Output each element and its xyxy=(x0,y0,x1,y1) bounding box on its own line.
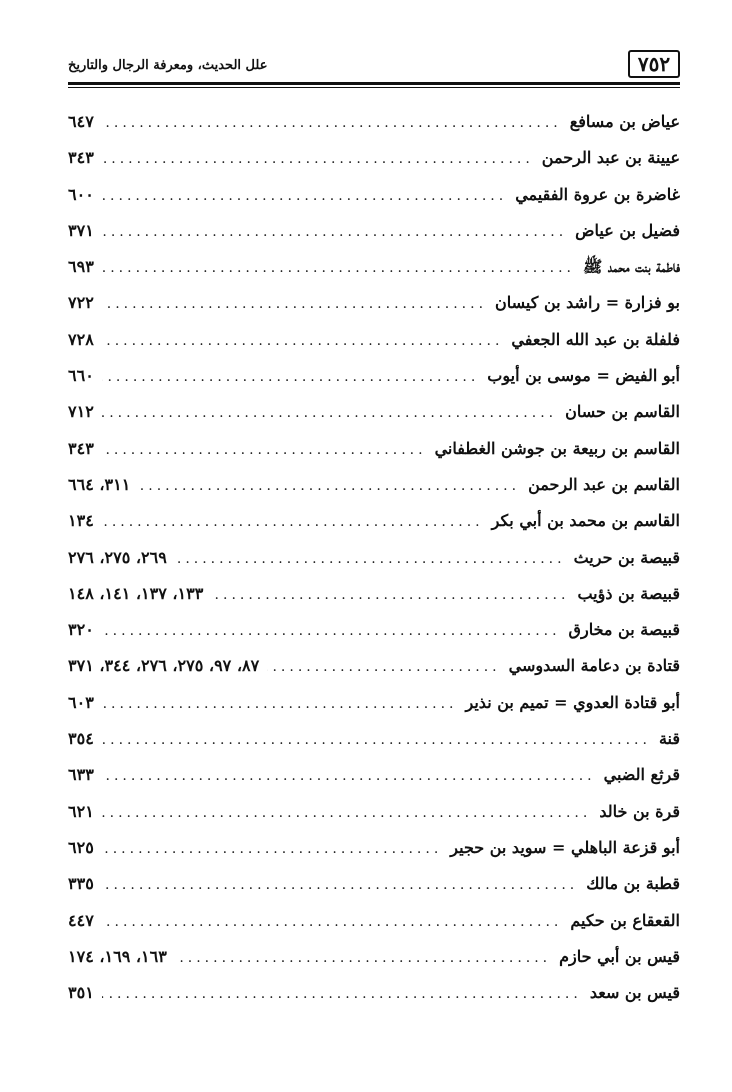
entry-pages: ٦٢١ xyxy=(68,801,94,821)
index-list xyxy=(68,112,680,1019)
entry-name: قرثع الضبي xyxy=(603,765,680,785)
entry-name: قطبة بن مالك xyxy=(586,874,680,894)
index-entry xyxy=(68,693,680,729)
index-entry xyxy=(68,765,680,801)
running-title: علل الحديث، ومعرفة الرجال والتاريخ xyxy=(68,58,268,73)
entry-name: بو فزارة = راشد بن كيسان xyxy=(495,293,680,313)
dot-leader xyxy=(102,841,443,857)
index-entry xyxy=(68,947,680,983)
entry-name: قبيصة بن ذؤيب xyxy=(577,583,680,603)
header-rule-thick xyxy=(68,82,680,85)
entry-pages: ١٦٣، ١٦٩، ١٧٤ xyxy=(68,946,167,966)
entry-pages: ٦٦٠ xyxy=(68,366,94,386)
entry-pages: ٦٩٣ xyxy=(68,257,94,277)
entry-name: عيينة بن عبد الرحمن xyxy=(541,148,680,168)
entry-pages: ٧١٢ xyxy=(68,402,94,422)
dot-leader xyxy=(102,986,582,1002)
entry-pages: ٣٢٠ xyxy=(68,620,94,640)
dot-leader xyxy=(102,224,567,240)
entry-name: عياض بن مسافع xyxy=(569,112,680,131)
index-entry xyxy=(68,511,680,547)
index-entry xyxy=(68,584,680,620)
dot-leader xyxy=(102,115,562,131)
index-entry xyxy=(68,620,680,656)
index-entry xyxy=(68,112,680,148)
index-entry xyxy=(68,838,680,874)
index-entry xyxy=(68,330,680,366)
dot-leader xyxy=(102,768,596,784)
entry-name: قيس بن سعد xyxy=(589,983,680,1003)
dot-leader xyxy=(102,188,507,204)
entry-name: قتادة بن دعامة السدوسي xyxy=(508,656,680,676)
index-entry xyxy=(68,148,680,184)
entry-pages: ٦٤٧ xyxy=(68,112,94,131)
dot-leader xyxy=(267,659,500,675)
entry-pages: ٦٠٠ xyxy=(68,184,94,204)
entry-name: القاسم بن ربيعة بن جوشن الغطفاني xyxy=(434,438,680,458)
entry-pages: ٧٢٨ xyxy=(68,329,94,349)
dot-leader xyxy=(175,950,551,966)
index-entry xyxy=(68,983,680,1019)
index-entry xyxy=(68,729,680,765)
entry-pages: ٣٤٣ xyxy=(68,438,94,458)
index-entry xyxy=(68,402,680,438)
index-entry xyxy=(68,221,680,257)
entry-name: قرة بن خالد xyxy=(599,801,680,821)
entry-pages: ٣٥١ xyxy=(68,983,94,1003)
entry-pages: ٧٢٢ xyxy=(68,293,94,313)
dot-leader xyxy=(138,478,520,494)
entry-name: قنة xyxy=(658,729,680,749)
entry-name: قبيصة بن حريث xyxy=(573,547,680,567)
index-entry xyxy=(68,802,680,838)
entry-name: قيس بن أبي حازم xyxy=(559,946,680,966)
entry-pages: ٦٠٣ xyxy=(68,692,94,712)
entry-pages: ٣٣٥ xyxy=(68,874,94,894)
dot-leader xyxy=(175,551,566,567)
entry-pages: ٦٣٣ xyxy=(68,765,94,785)
entry-pages: ٦٢٥ xyxy=(68,837,94,857)
entry-pages: ٣٥٤ xyxy=(68,729,94,749)
dot-leader xyxy=(102,260,575,276)
dot-leader xyxy=(102,442,427,458)
index-entry xyxy=(68,257,680,293)
entry-name: قبيصة بن مخارق xyxy=(568,620,680,640)
dot-leader xyxy=(102,333,504,349)
index-entry xyxy=(68,911,680,947)
dot-leader xyxy=(102,696,458,712)
entry-name: فضيل بن عياض xyxy=(575,220,680,240)
index-entry xyxy=(68,293,680,329)
entry-name: فلفلة بن عبد الله الجعفي xyxy=(511,329,680,349)
index-entry xyxy=(68,439,680,475)
entry-pages: ٣٤٣ xyxy=(68,148,94,168)
page-header xyxy=(68,50,680,90)
entry-pages: ١٣٤ xyxy=(68,511,94,531)
index-entry xyxy=(68,656,680,692)
index-entry xyxy=(68,874,680,910)
entry-pages: ٨٧، ٩٧، ٢٧٥، ٢٧٦، ٣٤٤، ٣٧١ xyxy=(68,656,260,676)
dot-leader xyxy=(102,623,561,639)
index-entry xyxy=(68,475,680,511)
index-entry xyxy=(68,366,680,402)
dot-leader xyxy=(211,587,569,603)
entry-name: أبو الفيض = موسى بن أيوب xyxy=(487,366,680,386)
dot-leader xyxy=(102,914,563,930)
entry-name: القاسم بن عبد الرحمن xyxy=(528,474,680,494)
entry-name: القعقاع بن حكيم xyxy=(570,910,680,930)
index-entry xyxy=(68,185,680,221)
dot-leader xyxy=(102,732,651,748)
dot-leader xyxy=(102,877,578,893)
dot-leader xyxy=(102,514,484,530)
dot-leader xyxy=(102,296,487,312)
entry-pages: ٤٤٧ xyxy=(68,910,94,930)
dot-leader xyxy=(102,151,534,167)
entry-pages: ٣٧١ xyxy=(68,220,94,240)
entry-pages: ٢٦٩، ٢٧٥، ٢٧٦ xyxy=(68,547,167,567)
entry-pages: ٣١١، ٦٦٤ xyxy=(68,474,131,494)
entry-name: أبو قتادة العدوي = تميم بن نذير xyxy=(465,692,680,712)
entry-name: غاضرة بن عروة الفقيمي xyxy=(515,184,680,204)
entry-pages: ١٣٣، ١٣٧، ١٤١، ١٤٨ xyxy=(68,583,204,603)
entry-name: فاطمة بنت محمد ﷺ xyxy=(582,257,680,277)
dot-leader xyxy=(102,369,480,385)
entry-name: أبو قزعة الباهلي = سويد بن حجير xyxy=(450,837,680,857)
dot-leader xyxy=(102,405,557,421)
header-rule-thin xyxy=(68,87,680,88)
entry-name: القاسم بن حسان xyxy=(565,402,680,422)
entry-name: القاسم بن محمد بن أبي بكر xyxy=(491,511,680,531)
index-entry xyxy=(68,548,680,584)
dot-leader xyxy=(102,805,592,821)
page-number: ٧٥٢ xyxy=(628,50,680,78)
